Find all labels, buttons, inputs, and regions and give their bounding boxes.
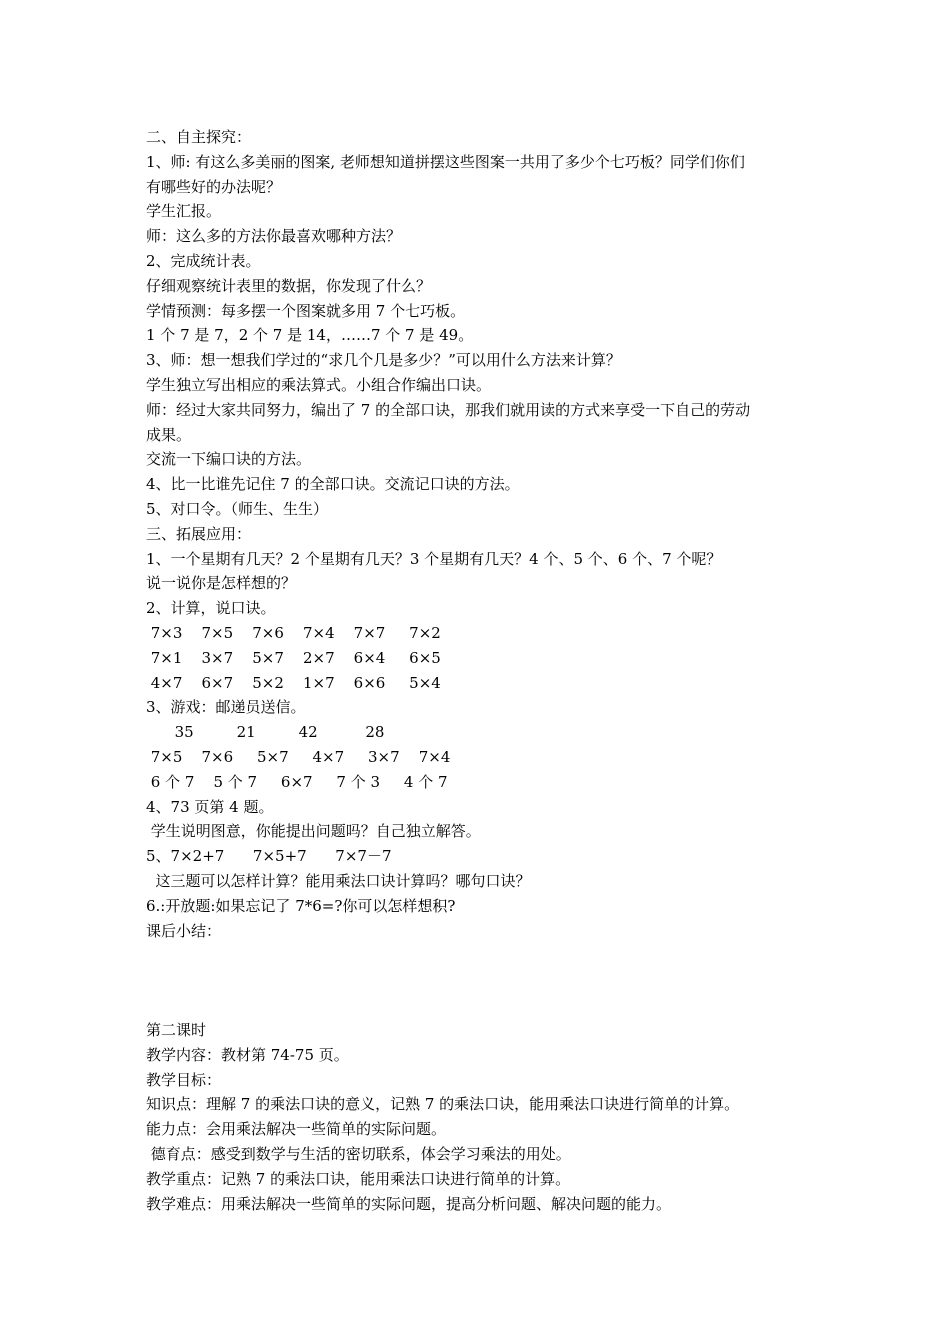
- game-expr-row: 7×5 7×6 5×7 4×7 3×7 7×4: [146, 747, 451, 766]
- text-line: 学情预测：每多摆一个图案就多用 7 个七巧板。: [146, 301, 466, 320]
- calc-row: 4×7 6×7 5×2 1×7 6×6 5×4: [146, 673, 441, 692]
- text-line: 1 个 7 是 7，2 个 7 是 14，……7 个 7 是 49。: [146, 326, 474, 345]
- text-line: 4、比一比谁先记住 7 的全部口诀。交流记口诀的方法。: [146, 475, 520, 494]
- text-line: 能力点：会用乘法解决一些简单的实际问题。: [146, 1120, 447, 1139]
- calc-row: 5、7×2+7 7×5+7 7×7－7: [146, 847, 392, 866]
- text-line: 德育点：感受到数学与生活的密切联系，体会学习乘法的用处。: [146, 1144, 571, 1163]
- text-line: 教学目标：: [146, 1070, 222, 1089]
- text-line: 6.:开放题:如果忘记了 7*6=?你可以怎样想积?: [146, 896, 456, 915]
- text-line: 成果。: [146, 425, 192, 444]
- text-line: 4、73 页第 4 题。: [146, 797, 274, 816]
- text-line: 有哪些好的办法呢？: [146, 177, 282, 196]
- text-line: 师：这么多的方法你最喜欢哪种方法？: [146, 227, 402, 246]
- game-answers-row: 35 21 42 28: [146, 723, 385, 742]
- text-line: 学生汇报。: [146, 202, 222, 221]
- text-line: 交流一下编口诀的方法。: [146, 450, 312, 469]
- text-line: 2、计算，说口诀。: [146, 599, 276, 618]
- text-line: 这三题可以怎样计算？能用乘法口诀计算吗？哪句口诀？: [146, 871, 531, 890]
- text-line: 师：经过大家共同努力，编出了 7 的全部口诀，那我们就用读的方式来享受一下自己的劳动: [146, 400, 751, 419]
- text-line: 三、拓展应用：: [146, 524, 252, 543]
- lesson-section-two: [146, 1018, 816, 1216]
- text-line: 5、对口令。（师生、生生）: [146, 499, 329, 518]
- text-line: 学生说明图意，你能提出问题吗？自己独立解答。: [146, 822, 481, 841]
- text-line: 知识点：理解 7 的乘法口诀的意义，记熟 7 的乘法口诀，能用乘法口诀进行简单的计算。: [146, 1095, 740, 1114]
- calc-row: 7×3 7×5 7×6 7×4 7×7 7×2: [146, 623, 441, 642]
- lesson-title: 第二课时: [146, 1021, 207, 1039]
- lesson-section-one: [146, 125, 816, 943]
- game-expr-row: 6 个 7 5 个 7 6×7 7 个 3 4 个 7: [146, 772, 448, 791]
- text-line: 课后小结：: [146, 921, 222, 940]
- text-line: 学生独立写出相应的乘法算式。小组合作编出口诀。: [146, 375, 492, 394]
- text-line: 3、师：想一想我们学过的“求几个几是多少？”可以用什么方法来计算？: [146, 351, 621, 370]
- text-line: 1、师: 有这么多美丽的图案, 老师想知道拼摆这些图案一共用了多少个七巧板？同学们你们: [146, 152, 745, 171]
- text-line: 教学重点：记熟 7 的乘法口诀，能用乘法口诀进行简单的计算。: [146, 1169, 571, 1188]
- text-line: 仔细观察统计表里的数据，你发现了什么？: [146, 276, 432, 295]
- text-line: 二、自主探究：: [146, 128, 252, 146]
- text-line: 说一说你是怎样想的？: [146, 574, 297, 593]
- text-line: 教学内容：教材第 74-75 页。: [146, 1045, 349, 1064]
- calc-row: 7×1 3×7 5×7 2×7 6×4 6×5: [146, 648, 441, 667]
- text-line: 3、游戏：邮递员送信。: [146, 698, 306, 717]
- text-line: 2、完成统计表。: [146, 251, 261, 270]
- text-line: 教学难点：用乘法解决一些简单的实际问题，提高分析问题、解决问题的能力。: [146, 1194, 672, 1213]
- text-line: 1、一个星期有几天？2 个星期有几天？3 个星期有几天？4 个、5 个、6 个、7 个呢？: [146, 549, 722, 568]
